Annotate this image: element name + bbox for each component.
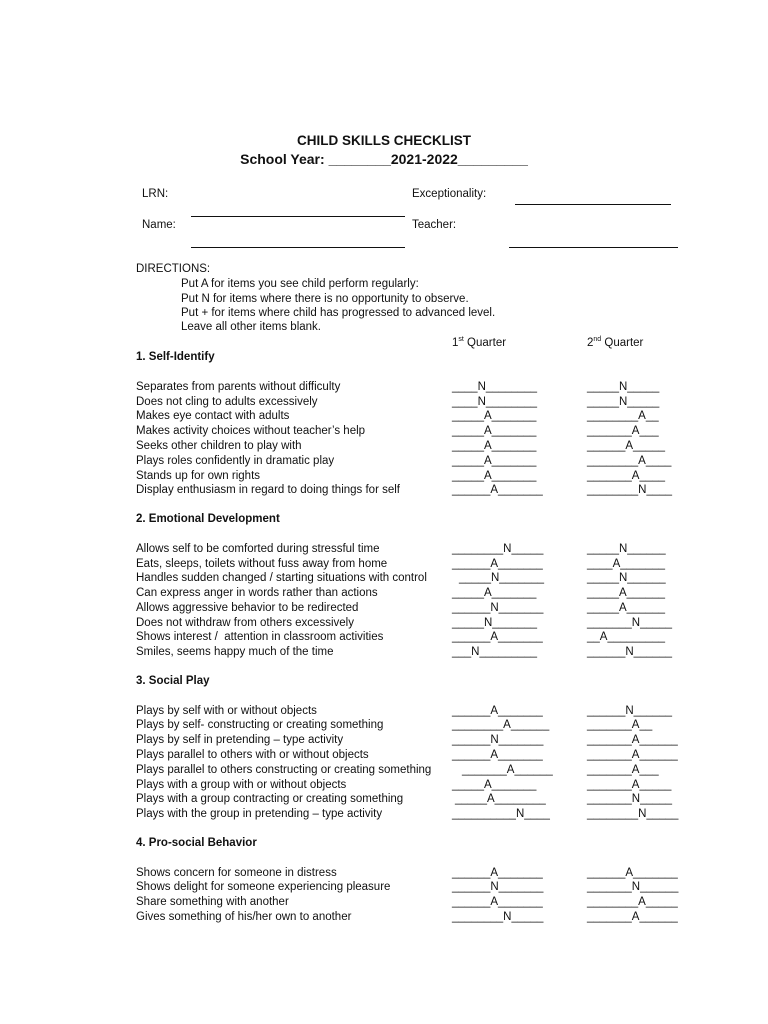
checklist-row <box>136 572 696 587</box>
school-year-label: School Year: <box>240 151 325 167</box>
q1-mark[interactable]: _____A_______ <box>452 455 537 467</box>
q1-mark[interactable]: ______A_______ <box>452 484 543 496</box>
q1-mark[interactable]: ______A_______ <box>452 867 543 879</box>
column-header-q2 <box>587 336 643 349</box>
exceptionality-label: Exceptionality: <box>412 188 487 200</box>
q2-mark[interactable]: _______N_____ <box>587 793 673 805</box>
skill-label: Separates from parents without difficulty <box>136 381 341 393</box>
skill-label: Plays by self in pretending – type activity <box>136 734 344 746</box>
skill-label: Plays parallel to others with or without objects <box>136 749 369 761</box>
skill-label: Does not withdraw from others excessively <box>136 617 354 629</box>
q2-mark[interactable]: _______N_____ <box>587 617 673 629</box>
q1-mark[interactable]: ______N_______ <box>452 602 544 614</box>
q2-mark[interactable]: _______A___ <box>587 425 659 437</box>
skill-label: Smiles, seems happy much of the time <box>136 646 334 658</box>
skill-label: Plays with a group contracting or creating something <box>136 793 404 805</box>
q1-mark[interactable]: _____A_______ <box>452 440 537 452</box>
skill-label: Allows aggressive behavior to be redirected <box>136 602 359 614</box>
q2-mark[interactable]: ________A__ <box>587 410 659 422</box>
q2-mark[interactable]: __A_________ <box>587 631 666 643</box>
skill-label: Eats, sleeps, toilets without fuss away from home <box>136 558 388 570</box>
school-year-value: ________2021-2022_________ <box>328 151 528 167</box>
q2-mark[interactable]: _______A__ <box>587 719 653 731</box>
checklist-row <box>136 734 696 749</box>
lrn-field[interactable] <box>191 216 405 217</box>
skill-label: Seeks other children to play with <box>136 440 302 452</box>
checklist-row <box>136 440 696 455</box>
skill-label: Stands up for own rights <box>136 470 261 482</box>
q1-mark[interactable]: ______N_______ <box>452 881 544 893</box>
q2-mark[interactable]: ________N_____ <box>587 808 679 820</box>
checklist-row <box>136 705 696 720</box>
q1-word: Quarter <box>463 336 507 349</box>
q2-mark[interactable]: ______A_______ <box>587 867 678 879</box>
q2-mark[interactable]: _______A___ <box>587 764 659 776</box>
skill-label: Plays with the group in pretending – type activity <box>136 808 383 820</box>
directions-line: Put + for items where child has progressed to advanced level. <box>181 307 496 319</box>
checklist-row <box>136 617 696 632</box>
section-title: 2. Emotional Development <box>136 513 280 525</box>
checklist-row <box>136 808 696 823</box>
checklist-row <box>136 749 696 764</box>
directions-line: Leave all other items blank. <box>181 321 321 333</box>
checklist-row <box>136 881 696 896</box>
checklist-row <box>136 410 696 425</box>
q1-mark[interactable]: _____A________ <box>455 793 546 805</box>
q2-mark[interactable]: ________A____ <box>587 455 672 467</box>
q2-mark[interactable]: _______N______ <box>587 881 679 893</box>
q2-mark[interactable]: _______A______ <box>587 911 678 923</box>
name-field[interactable] <box>191 247 405 248</box>
q2-mark[interactable]: _______A______ <box>587 749 678 761</box>
q1-mark[interactable]: _____A_______ <box>452 779 537 791</box>
q1-mark[interactable]: ______N_______ <box>452 734 544 746</box>
name-label: Name: <box>142 219 176 231</box>
checklist-row <box>136 558 696 573</box>
q1-mark[interactable]: _____N_______ <box>459 572 545 584</box>
q1-mark[interactable]: _____A_______ <box>452 410 537 422</box>
q1-mark[interactable]: ______A_______ <box>452 558 543 570</box>
q1-mark[interactable]: ________N_____ <box>452 911 544 923</box>
directions-heading: DIRECTIONS: <box>136 263 211 275</box>
q2-mark[interactable]: ______N______ <box>587 705 673 717</box>
q1-mark[interactable]: ________A______ <box>452 719 550 731</box>
skill-label: Handles sudden changed / starting situations with control <box>136 572 427 584</box>
section-title: 4. Pro-social Behavior <box>136 837 257 849</box>
q1-mark[interactable]: _____A_______ <box>452 425 537 437</box>
q2-mark[interactable]: _____A______ <box>587 587 666 599</box>
checklist-row <box>136 425 696 440</box>
checklist-row <box>136 911 696 926</box>
q1-suffix: st <box>458 336 464 343</box>
skill-label: Gives something of his/her own to another <box>136 911 352 923</box>
q2-mark[interactable]: _____N______ <box>587 572 666 584</box>
checklist-row <box>136 793 696 808</box>
q2-mark[interactable]: _____A______ <box>587 602 666 614</box>
skill-label: Share something with another <box>136 896 289 908</box>
section-title: 3. Social Play <box>136 675 210 687</box>
teacher-field[interactable] <box>509 247 678 248</box>
skill-label: Display enthusiasm in regard to doing things for self <box>136 484 401 496</box>
checklist-row <box>136 484 696 499</box>
teacher-label: Teacher: <box>412 219 457 231</box>
checklist-row <box>136 764 696 779</box>
q2-mark[interactable]: ________N____ <box>587 484 673 496</box>
checklist-row <box>136 779 696 794</box>
skill-label: Does not cling to adults excessively <box>136 396 318 408</box>
directions-line: Put N for items where there is no opportunity to observe. <box>181 293 469 305</box>
q1-mark[interactable]: ___N_________ <box>452 646 538 658</box>
q2-mark[interactable]: _______A____ <box>587 470 666 482</box>
skill-label: Can express anger in words rather than actions <box>136 587 378 599</box>
q2-mark[interactable]: ________A_____ <box>587 896 678 908</box>
skill-label: Allows self to be comforted during stressful time <box>136 543 380 555</box>
q1-mark[interactable]: _____A_______ <box>452 470 537 482</box>
q2-word: Quarter <box>601 336 644 349</box>
skill-label: Plays roles confidently in dramatic play <box>136 455 335 467</box>
q1-mark[interactable]: ______A_______ <box>452 749 543 761</box>
skill-label: Shows concern for someone in distress <box>136 867 337 879</box>
q2-mark[interactable]: _______A_____ <box>587 779 672 791</box>
checklist-row <box>136 646 696 661</box>
checklist-row <box>136 470 696 485</box>
q2-mark[interactable]: _______A______ <box>587 734 678 746</box>
skill-label: Makes eye contact with adults <box>136 410 290 422</box>
q1-mark[interactable]: ______A_______ <box>452 705 543 717</box>
q2-mark[interactable]: ____A_______ <box>587 558 666 570</box>
q1-mark[interactable]: ____N________ <box>452 396 538 408</box>
skill-label: Plays with a group with or without objects <box>136 779 347 791</box>
checklist-row <box>136 867 696 882</box>
lrn-label: LRN: <box>142 188 169 200</box>
q2-number: 2 <box>587 336 594 349</box>
q1-mark[interactable]: _______A______ <box>462 764 553 776</box>
q1-mark[interactable]: _____A_______ <box>452 587 537 599</box>
checklist-row <box>136 587 696 602</box>
column-header-q1 <box>452 336 506 349</box>
skill-label: Plays by self- constructing or creating something <box>136 719 384 731</box>
checklist-row <box>136 396 696 411</box>
checklist-row <box>136 896 696 911</box>
q2-suffix: nd <box>593 336 602 343</box>
skill-label: Shows interest / attention in classroom activities <box>136 631 384 643</box>
q1-mark[interactable]: ____N________ <box>452 381 538 393</box>
skill-label: Makes activity choices without teacher’s help <box>136 425 366 437</box>
q2-mark[interactable]: ______A_____ <box>587 440 666 452</box>
checklist-row <box>136 602 696 617</box>
q1-mark[interactable]: ________N_____ <box>452 543 544 555</box>
checklist-row <box>136 455 696 470</box>
section-title: 1. Self-Identify <box>136 351 215 363</box>
exceptionality-field[interactable] <box>515 204 671 205</box>
q2-mark[interactable]: ______N______ <box>587 646 673 658</box>
q1-mark[interactable]: __________N____ <box>452 808 550 820</box>
skill-label: Plays by self with or without objects <box>136 705 317 717</box>
checklist-row <box>136 631 696 646</box>
q1-number: 1 <box>452 336 459 349</box>
q2-mark[interactable]: _____N_____ <box>587 396 660 408</box>
q1-mark[interactable]: _____N_______ <box>452 617 538 629</box>
school-year <box>0 151 768 167</box>
q1-mark[interactable]: ______A_______ <box>452 631 543 643</box>
page-title: CHILD SKILLS CHECKLIST <box>297 133 471 148</box>
skill-label: Plays parallel to others constructing or creating something <box>136 764 432 776</box>
skill-label: Shows delight for someone experiencing pleasure <box>136 881 391 893</box>
checklist-row <box>136 719 696 734</box>
q2-mark[interactable]: _____N_____ <box>587 381 660 393</box>
q1-mark[interactable]: ______A_______ <box>452 896 543 908</box>
q2-mark[interactable]: _____N______ <box>587 543 666 555</box>
directions-line: Put A for items you see child perform regularly: <box>181 278 419 290</box>
checklist-row <box>136 543 696 558</box>
checklist-row <box>136 381 696 396</box>
